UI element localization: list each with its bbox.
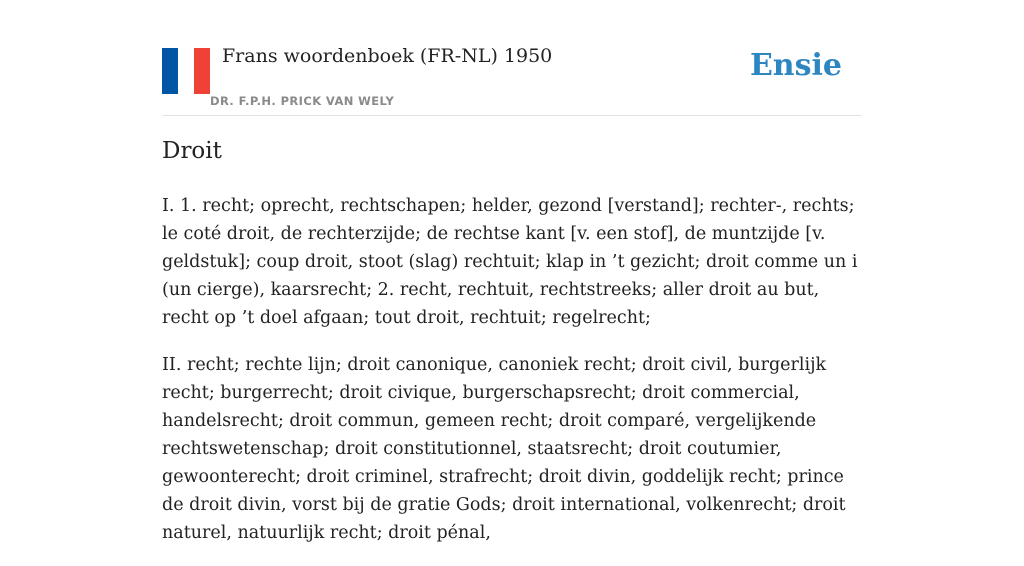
flag-stripe-red [194,48,210,94]
french-flag-icon [162,48,210,94]
definition-paragraph: II. recht; rechte lijn; droit canonique, canoniek recht; droit civil, burgerlijk recht; burgerrecht; droit civique, burgerschapsrecht; droit commercial, handelsrecht; droit commun, gemeen recht; droit comparé, vergelijkende rechtswetenschap; droit constitutionnel, staatsrecht; droit coutumier, gewoonterecht; droit criminel, strafrecht; droit divin, goddelijk recht; prince de droit divin, vorst bij de gratie Gods; droit international, volkenrecht; droit naturel, natuurlijk recht; droit pénal, [162,355,846,543]
dictionary-title[interactable]: Frans woordenboek (FR-NL) 1950 [222,45,553,67]
dictionary-header [162,0,862,116]
ensie-logo-link[interactable]: Ensie [749,48,842,83]
entry-definition [162,192,862,566]
dictionary-author: DR. F.P.H. PRICK VAN WELY [210,94,395,108]
definition-paragraph: I. 1. recht; oprecht, rechtschapen; helder, gezond [verstand]; rechter-, rechts; le coté droit, de rechterzijde; de rechtse kant [v. een stof], de muntzijde [v. geldstuk]; coup droit, stoot (slag) rechtuit; klap in ’t gezicht; droit comme un i (un cierge), kaarsrecht; 2. recht, rechtuit, rechtstreeks; aller droit au but, recht op ’t doel afgaan; tout droit, rechtuit; regelrecht; [162,196,858,328]
flag-stripe-white [178,48,194,94]
entry-headword: Droit [162,138,222,164]
flag-stripe-blue [162,48,178,94]
